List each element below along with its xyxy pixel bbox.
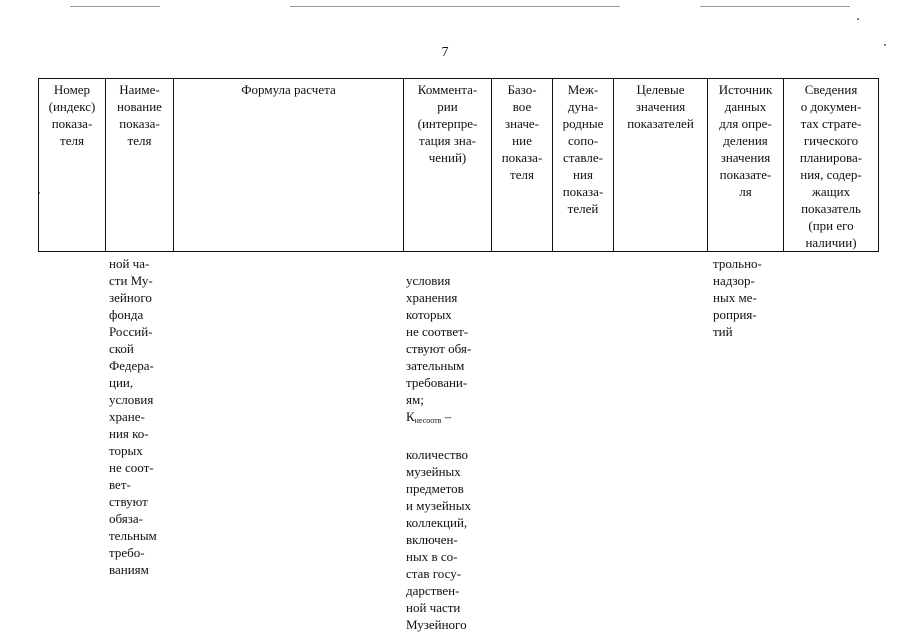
header-international-comparison: Меж- дуна- родные сопо- ставле- ния показа- телей [553,79,614,252]
comment-text-after: количество музейных предметов и музейных коллекций, включен- ных в со- став госу- дарствен- ной части Музейного [406,447,471,632]
scan-top-line-right [700,6,850,7]
header-indicator-name: Наиме- нование показа- теля [106,79,174,252]
header-indicator-number: Номер (индекс) показа- теля [39,79,106,252]
k-dash: – [441,409,452,424]
header-data-source: Источник данных для опре- деления значения показате- ля [708,79,784,252]
k-definition-line [406,408,471,429]
header-strategic-documents: Сведения о докумен- тах страте- гического планирова- ния, содер- жащих показатель (при его наличии) [784,79,879,252]
page-number: 7 [441,45,449,60]
scan-top-line-mid [290,6,620,7]
header-base-value: Базо- вое значе- ние показа- теля [492,79,553,252]
table-header-row [39,79,879,252]
comment-text-before: условия хранения которых не соответ- ствуют обя- зательным требовани- ям; [406,273,472,407]
scan-top-line-left [70,6,160,7]
k-subscript: несоотв [414,416,442,425]
data-source-continuation: трольно- надзор- ных ме- роприя- тий [713,256,762,339]
k-symbol: К [406,409,415,424]
indicators-table [38,78,879,252]
header-target-values: Целевые значения показателей [614,79,708,252]
comment-continuation [406,255,471,633]
header-comments: Коммента- рии (интерпре- тация зна- чений) [404,79,492,252]
indicator-name-continuation: ной ча- сти Му- зейного фонда Россий- ской Федера- ции, условия хране- ния ко- торых не соот- вет- ствуют обяза- тельным требо- ваниям [109,256,157,577]
scan-speck [857,18,859,20]
header-formula: Формула расчета [174,79,404,252]
